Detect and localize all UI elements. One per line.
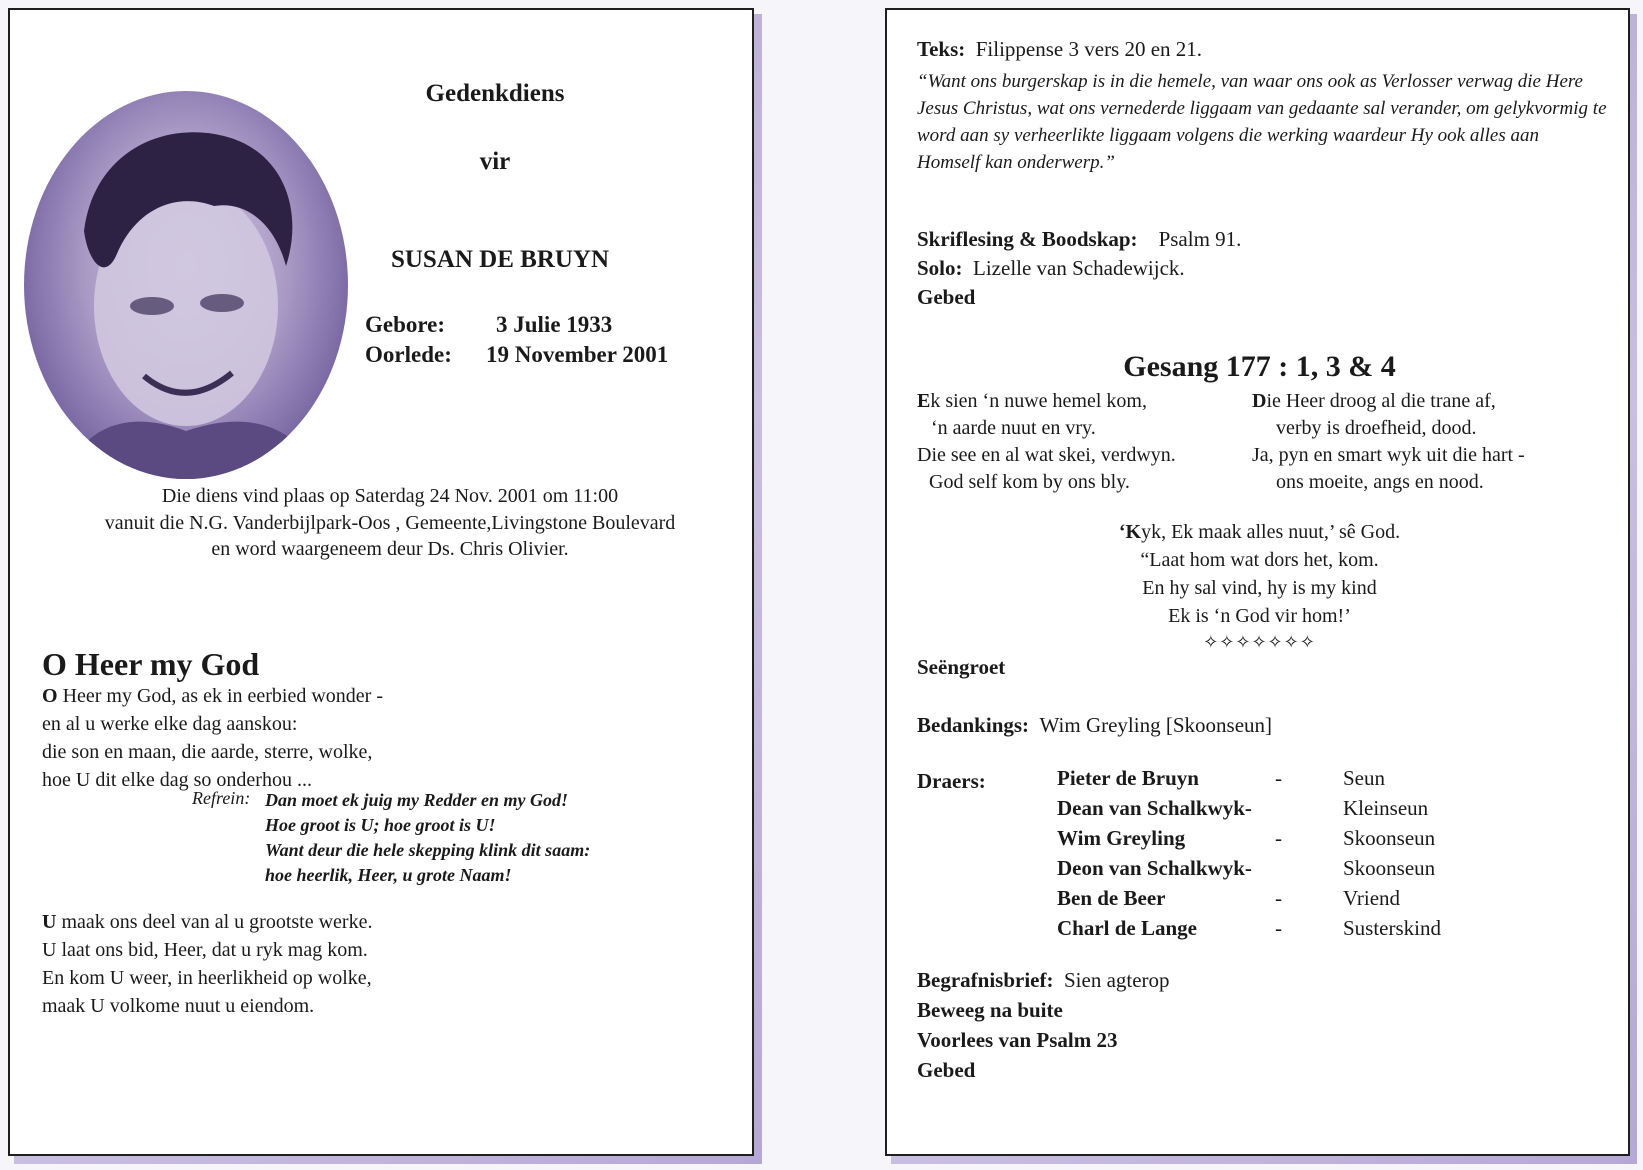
gesang-line: Die see en al wat skei, verdwyn. bbox=[917, 444, 1176, 466]
portrait-photo bbox=[24, 91, 348, 479]
born-date: 3 Julie 1933 bbox=[496, 312, 613, 337]
gesang-line: Ja, pyn en smart wyk uit die hart - bbox=[1252, 444, 1525, 466]
stanza-line: “Laat hom wat dors het, kom. bbox=[1140, 549, 1379, 571]
verse-line: U laat ons bid, Heer, dat u ryk mag kom. bbox=[42, 939, 368, 961]
text-label: Teks: bbox=[917, 37, 966, 61]
bearer-relation: Susterskind bbox=[1343, 916, 1442, 940]
service-line: en word waargeneem deur Ds. Chris Olivier. bbox=[211, 538, 569, 560]
bearer-row bbox=[1057, 766, 1617, 796]
portrait-silhouette bbox=[24, 91, 348, 479]
gesang-line: ‘n aarde nuut en vry. bbox=[931, 417, 1096, 439]
bearer-name: Pieter de Bruyn bbox=[1057, 766, 1199, 790]
bearer-name: Wim Greyling bbox=[1057, 826, 1186, 850]
bearer-relation: Kleinseun bbox=[1343, 796, 1429, 820]
solo-label: Solo: bbox=[917, 256, 963, 280]
refrain-line: Dan moet ek juig my Redder en my God! bbox=[265, 790, 568, 810]
burial-label: Begrafnisbrief: bbox=[917, 968, 1054, 992]
refrain-line: Hoe groot is U; hoe groot is U! bbox=[265, 815, 496, 835]
burial-line bbox=[917, 965, 1170, 995]
solo-line bbox=[917, 253, 1185, 283]
verse-line: maak U volkome nuut u eiendom. bbox=[42, 995, 315, 1017]
refrain-line: Want deur die hele skepping klink dit saam: bbox=[265, 840, 591, 860]
blessing-heading: Seëngroet bbox=[917, 655, 1006, 679]
bearers-list bbox=[1057, 766, 1617, 946]
for-label: vir bbox=[479, 148, 511, 175]
psalm-reading-heading: Voorlees van Psalm 23 bbox=[917, 1028, 1118, 1052]
solo-value: Lizelle van Schadewijck. bbox=[973, 256, 1185, 280]
gesang-line: verby is droefheid, dood. bbox=[1276, 417, 1477, 439]
bearer-name: Deon van Schalkwyk- bbox=[1057, 856, 1252, 880]
gesang-line: Die Heer droog al die trane af, bbox=[1252, 390, 1496, 412]
burial-value: Sien agterop bbox=[1063, 968, 1170, 992]
bearer-name: Dean van Schalkwyk- bbox=[1057, 796, 1252, 820]
bearer-dash: - bbox=[1275, 886, 1282, 910]
bearer-dash: - bbox=[1275, 826, 1282, 850]
service-line: Die diens vind plaas op Saterdag 24 Nov. 2001 om 11:00 bbox=[161, 485, 619, 507]
bearer-relation: Skoonseun bbox=[1343, 826, 1436, 850]
thanks-label: Bedankings: bbox=[917, 713, 1030, 737]
born-label: Gebore: bbox=[365, 312, 446, 337]
died-date: 19 November 2001 bbox=[486, 342, 669, 367]
thanks-value: Wim Greyling [Skoonseun] bbox=[1039, 713, 1273, 737]
bearer-relation: Vriend bbox=[1343, 886, 1401, 910]
reading-value: Psalm 91. bbox=[1158, 227, 1242, 251]
bearer-row bbox=[1057, 796, 1617, 826]
thanks-line bbox=[917, 710, 1272, 740]
bearer-row bbox=[1057, 886, 1617, 916]
gesang-stanza bbox=[887, 518, 1632, 630]
verse-line: hoe U dit elke dag so onderhou ... bbox=[42, 769, 312, 791]
closing-prayer-heading: Gebed bbox=[917, 1058, 976, 1082]
gesang-column-left bbox=[917, 388, 1176, 496]
bearer-name: Charl de Lange bbox=[1057, 916, 1198, 940]
bearer-dash: - bbox=[1275, 766, 1282, 790]
bearer-relation: Skoonseun bbox=[1343, 856, 1436, 880]
bearer-relation: Seun bbox=[1343, 766, 1385, 790]
verse-one bbox=[42, 682, 383, 794]
left-page bbox=[8, 8, 754, 1156]
text-line bbox=[917, 34, 1202, 64]
verse-two bbox=[42, 908, 372, 1020]
refrain bbox=[265, 788, 590, 888]
deceased-name: SUSAN DE BRUYN bbox=[390, 246, 610, 273]
bearer-dash: - bbox=[1275, 916, 1282, 940]
stanza-line: En hy sal vind, hy is my kind bbox=[1142, 577, 1377, 599]
ornament-divider: ✧✧✧✧✧✧✧ bbox=[1203, 632, 1316, 652]
refrain-line: hoe heerlik, Heer, u grote Naam! bbox=[265, 865, 512, 885]
gesang-column-right bbox=[1252, 388, 1525, 496]
gesang-title: Gesang 177 : 1, 3 & 4 bbox=[1123, 350, 1396, 383]
bearer-row bbox=[1057, 856, 1617, 886]
verse-line: die son en maan, die aarde, sterre, wolke, bbox=[42, 741, 373, 763]
gesang-line: God self kom by ons bly. bbox=[929, 471, 1130, 493]
scripture-quote: “Want ons burgerskap is in die hemele, van waar ons ook as Verlosser verwag die Here Jesus Christus, wat ons vernederde liggaam van gedaante sal verander, om gelykvormig te word aan sy verheerlikte liggaam volgens die werking waardeur Hy ook alles aan Homself kan onderwerp.” bbox=[917, 71, 1607, 173]
prayer-heading: Gebed bbox=[917, 285, 976, 309]
text-reference: Filippense 3 vers 20 en 21. bbox=[975, 37, 1203, 61]
bearer-row bbox=[1057, 826, 1617, 856]
service-line: vanuit die N.G. Vanderbijlpark-Oos , Gemeente,Livingstone Boulevard bbox=[104, 512, 676, 534]
right-page bbox=[885, 8, 1630, 1156]
memorial-heading: Gedenkdiens bbox=[425, 80, 565, 107]
verse-line: En kom U weer, in heerlikheid op wolke, bbox=[42, 967, 372, 989]
verse-line: O Heer my God, as ek in eerbied wonder - bbox=[42, 685, 384, 707]
bearers-label: Draers: bbox=[917, 769, 986, 793]
verse-line: en al u werke elke dag aanskou: bbox=[42, 713, 298, 735]
died-label: Oorlede: bbox=[365, 342, 452, 367]
reading-label: Skriflesing & Boodskap: bbox=[917, 227, 1138, 251]
hymn-title: O Heer my God bbox=[42, 646, 260, 682]
stanza-line: ‘Kyk, Ek maak alles nuut,’ sê God. bbox=[1118, 521, 1401, 543]
gesang-line: Ek sien ‘n nuwe hemel kom, bbox=[917, 390, 1147, 412]
gesang-line: ons moeite, angs en nood. bbox=[1276, 471, 1484, 493]
move-out-heading: Beweeg na buite bbox=[917, 998, 1063, 1022]
bearer-name: Ben de Beer bbox=[1057, 886, 1166, 910]
reading-line bbox=[917, 224, 1241, 254]
stanza-line: Ek is ‘n God vir hom!’ bbox=[1168, 605, 1351, 627]
verse-line: U maak ons deel van al u grootste werke. bbox=[42, 911, 373, 933]
refrain-label: Refrein: bbox=[192, 788, 251, 808]
bearer-row bbox=[1057, 916, 1617, 946]
